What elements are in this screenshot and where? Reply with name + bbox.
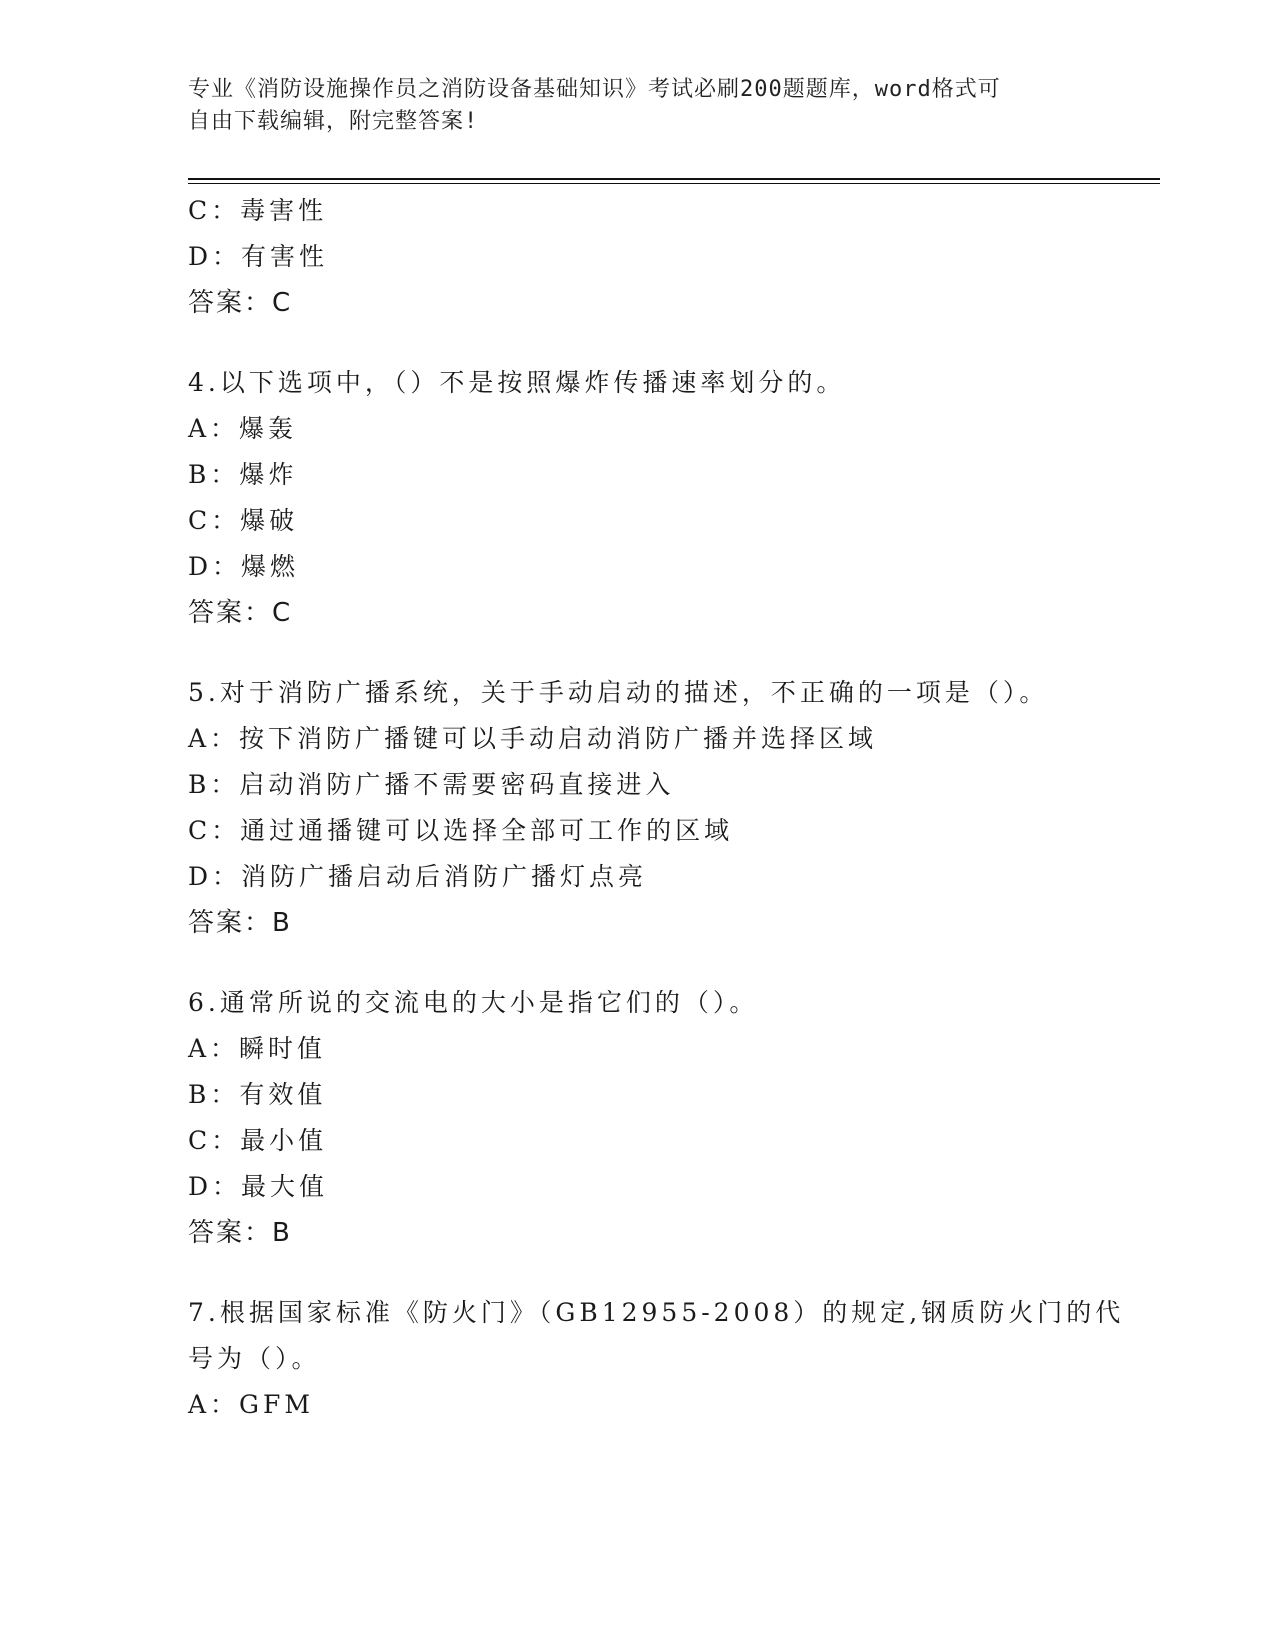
option-d: D：消防广播启动后消防广播灯点亮 — [188, 862, 648, 891]
question-stem: 4.以下选项中，（）不是按照爆炸传播速率划分的。 — [188, 368, 846, 397]
option-a: A：按下消防广播键可以手动启动消防广播并选择区域 — [188, 724, 878, 753]
option-b: B：启动消防广播不需要密码直接进入 — [188, 770, 675, 799]
option-a: A：爆轰 — [188, 414, 298, 443]
option-c: C：爆破 — [188, 506, 299, 535]
answer-line: 答案：B — [188, 1218, 292, 1248]
option-d: D：爆燃 — [188, 552, 300, 581]
option-d: D：最大值 — [188, 1172, 329, 1201]
question-stem-line-1: 7.根据国家标准《防火门》（GB12955-2008）的规定,钢质防火门的代 — [188, 1298, 1125, 1327]
header-divider-thin — [188, 183, 1160, 184]
header-line-2: 自由下载编辑，附完整答案! — [188, 109, 479, 134]
option-c: C：通过通播键可以选择全部可工作的区域 — [188, 816, 734, 845]
answer-line: 答案：C — [188, 598, 293, 628]
header-line-1: 专业《消防设施操作员之消防设备基础知识》考试必刷200题题库，word格式可 — [188, 77, 1001, 102]
answer-line: 答案：C — [188, 288, 293, 318]
document-header — [188, 74, 1088, 138]
option-b: B：爆炸 — [188, 460, 298, 489]
answer-line: 答案：B — [188, 908, 292, 938]
question-stem-line-2: 号为（）。 — [188, 1344, 321, 1373]
option-c: C：毒害性 — [188, 196, 328, 225]
option-a: A：瞬时值 — [188, 1034, 327, 1063]
question-6 — [188, 980, 1088, 1256]
question-7 — [188, 1290, 1125, 1428]
header-divider-thick — [188, 178, 1160, 180]
question-stem: 6.通常所说的交流电的大小是指它们的（）。 — [188, 988, 759, 1017]
option-c: C：最小值 — [188, 1126, 328, 1155]
option-a: A：GFM — [188, 1390, 314, 1419]
partial-question-block — [188, 188, 1088, 326]
question-5 — [188, 670, 1088, 946]
option-b: B：有效值 — [188, 1080, 327, 1109]
question-4 — [188, 360, 1088, 636]
question-content — [188, 188, 1125, 1428]
question-stem: 5.对于消防广播系统，关于手动启动的描述，不正确的一项是（）。 — [188, 678, 1049, 707]
option-d: D：有害性 — [188, 242, 329, 271]
